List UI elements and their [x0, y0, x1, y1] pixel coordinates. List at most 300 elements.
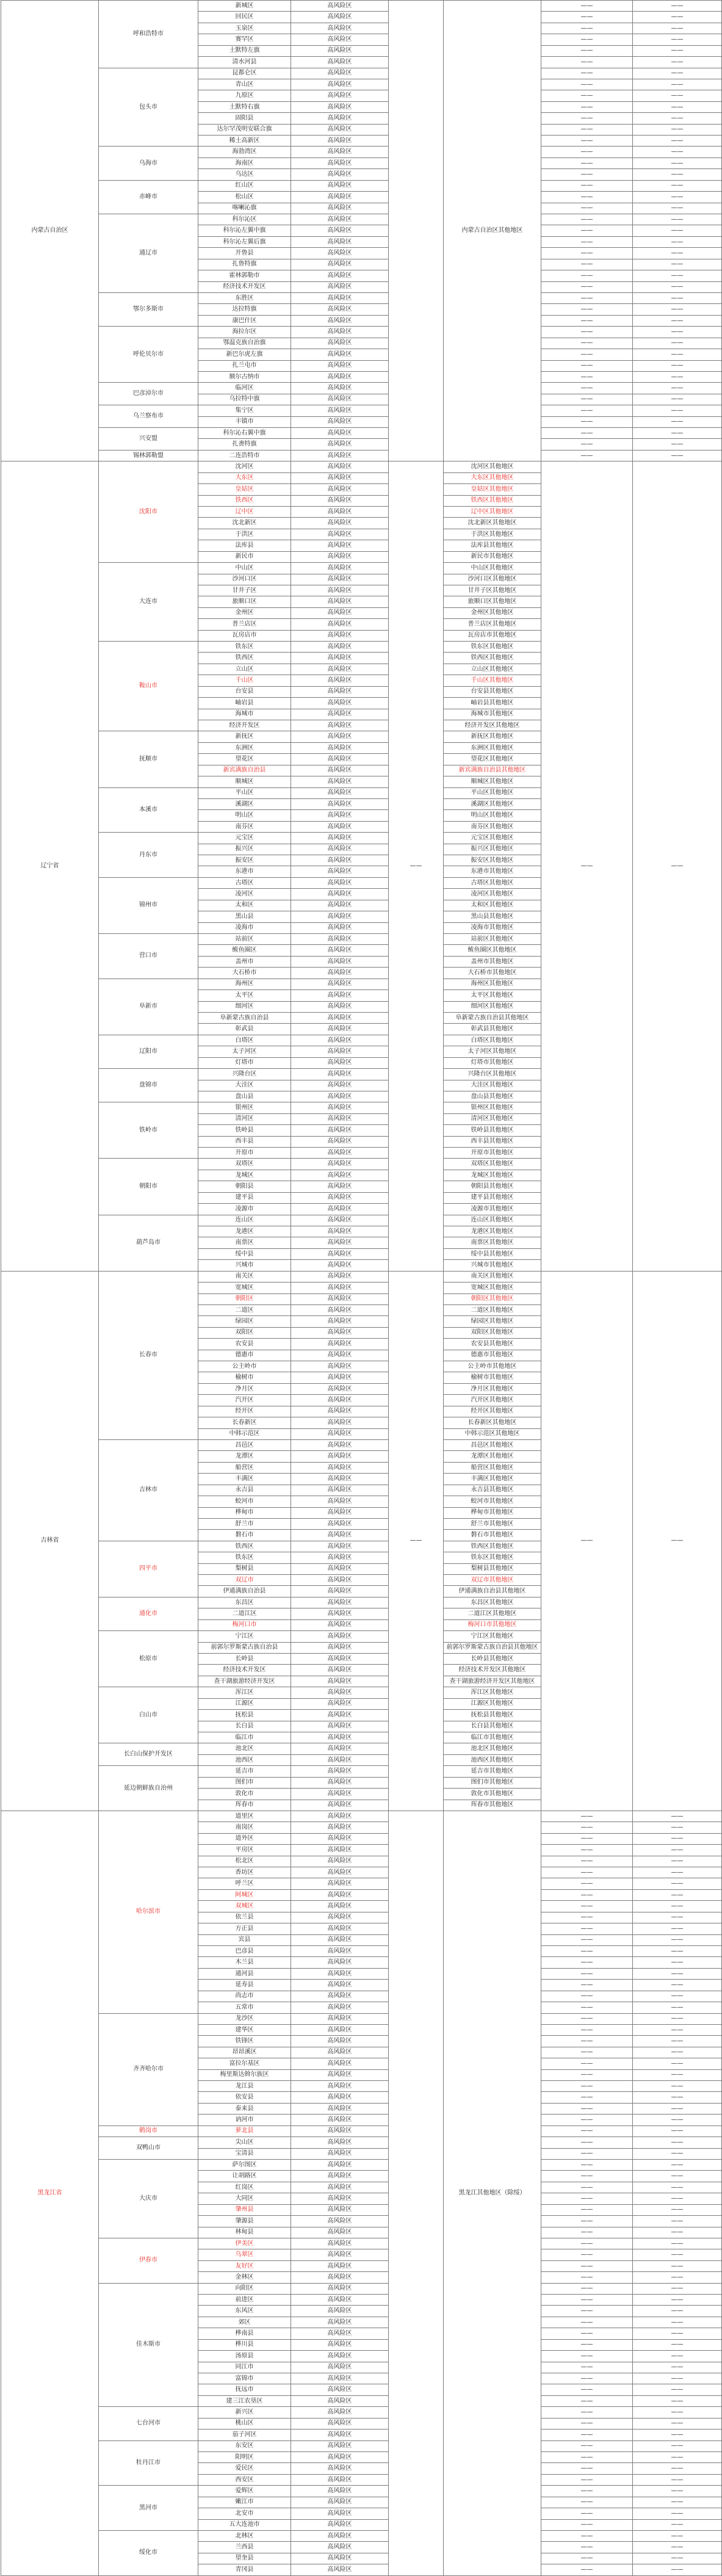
- table-row: [1, 2126, 722, 2136]
- dash-cell: ——: [633, 2564, 722, 2576]
- dash-cell: ——: [633, 1912, 722, 1923]
- risk-level-cell: 高风险区: [291, 2283, 389, 2294]
- other-district-cell: 汽开区其他地区: [444, 1395, 541, 1406]
- dash-cell: ——: [541, 2384, 633, 2395]
- dash-cell: ——: [541, 2339, 633, 2350]
- risk-level-cell: 高风险区: [291, 147, 389, 157]
- dash-cell: ——: [541, 157, 633, 168]
- dash-cell: ——: [633, 2103, 722, 2114]
- district-cell: 振安区: [198, 855, 291, 866]
- dash-cell: ——: [633, 2216, 722, 2227]
- dash-cell: ——: [541, 2227, 633, 2238]
- district-cell: 达拉特旗: [198, 304, 291, 315]
- other-district-cell: 净月区其他地区: [444, 1383, 541, 1394]
- district-cell: 回民区: [198, 12, 291, 23]
- other-district-cell: 顺城区其他地区: [444, 776, 541, 787]
- risk-level-cell: 高风险区: [291, 2317, 389, 2328]
- dash-cell: ——: [633, 1867, 722, 1878]
- risk-level-cell: 高风险区: [291, 1507, 389, 1518]
- risk-level-cell: 高风险区: [291, 2295, 389, 2306]
- other-district-cell: 清河区其他地区: [444, 1113, 541, 1124]
- dash-cell: ——: [541, 101, 633, 112]
- dash-cell: ——: [633, 1968, 722, 1979]
- district-cell: 农安县: [198, 1339, 291, 1350]
- other-district-cell: 农安县其他地区: [444, 1339, 541, 1350]
- city-cell: 齐齐哈尔市: [99, 2013, 198, 2126]
- other-district-cell: 榆树市其他地区: [444, 1372, 541, 1383]
- district-cell: 前郭尔罗斯蒙古族自治县: [198, 1642, 291, 1653]
- city-cell: 绥化市: [99, 2530, 198, 2575]
- risk-level-cell: 高风险区: [291, 428, 389, 439]
- city-cell: 松原市: [99, 1631, 198, 1687]
- table-row: [1, 2137, 722, 2148]
- dash-cell: ——: [541, 2519, 633, 2530]
- risk-level-cell: 高风险区: [291, 911, 389, 922]
- district-cell: 经济开发区: [198, 720, 291, 731]
- other-district-cell: 德惠市其他地区: [444, 1350, 541, 1361]
- district-cell: 阳明区: [198, 2451, 291, 2462]
- district-cell: 千山区: [198, 675, 291, 686]
- dash-cell: ——: [633, 2137, 722, 2148]
- district-cell: 台安县: [198, 686, 291, 697]
- dash-cell: ——: [633, 157, 722, 168]
- district-cell: 新兴区: [198, 2407, 291, 2418]
- risk-level-cell: 高风险区: [291, 2126, 389, 2136]
- risk-level-cell: 高风险区: [291, 1912, 389, 1923]
- risk-level-cell: 高风险区: [291, 136, 389, 147]
- other-district-cell: 永吉县其他地区: [444, 1485, 541, 1496]
- risk-level-cell: 高风险区: [291, 203, 389, 214]
- dash-cell: ——: [541, 23, 633, 34]
- dash-cell: ——: [633, 113, 722, 124]
- city-cell: 双鸭山市: [99, 2137, 198, 2160]
- district-cell: 富拉尔基区: [198, 2058, 291, 2069]
- city-cell: 辽阳市: [99, 1035, 198, 1068]
- risk-level-cell: 高风险区: [291, 1968, 389, 1979]
- other-district-cell: 查干湖旅游经济开发区其他地区: [444, 1676, 541, 1687]
- risk-level-cell: 高风险区: [291, 2440, 389, 2451]
- risk-level-cell: 高风险区: [291, 1462, 389, 1473]
- risk-level-cell: 高风险区: [291, 439, 389, 450]
- district-cell: 抚松县: [198, 1710, 291, 1721]
- dash-cell: ——: [633, 2395, 722, 2406]
- dash-cell: ——: [633, 2024, 722, 2035]
- district-cell: 红岗区: [198, 2182, 291, 2193]
- city-cell: 长白山保护开发区: [99, 1743, 198, 1766]
- district-cell: 金林区: [198, 2272, 291, 2283]
- dash-cell: ——: [633, 2013, 722, 2024]
- other-district-cell: 前郭尔罗斯蒙古族自治县其他地区: [444, 1642, 541, 1653]
- dash-cell: ——: [633, 2463, 722, 2474]
- risk-level-cell: 高风险区: [291, 1069, 389, 1080]
- risk-level-cell: 高风险区: [291, 1440, 389, 1451]
- other-district-cell: 黑山县其他地区: [444, 911, 541, 922]
- dash-cell: ——: [541, 2260, 633, 2271]
- risk-level-cell: 高风险区: [291, 1136, 389, 1147]
- district-cell: 林甸县: [198, 2227, 291, 2238]
- risk-level-cell: 高风险区: [291, 68, 389, 79]
- other-district-cell: 古塔区其他地区: [444, 877, 541, 888]
- risk-level-cell: 高风险区: [291, 1698, 389, 1709]
- other-district-cell: 江源区其他地区: [444, 1698, 541, 1709]
- risk-level-cell: 高风险区: [291, 1226, 389, 1237]
- district-cell: 临江市: [198, 1732, 291, 1743]
- city-cell: 营口市: [99, 934, 198, 979]
- district-cell: 开原市: [198, 1148, 291, 1159]
- district-cell: 桃山区: [198, 2418, 291, 2429]
- district-cell: 依安县: [198, 2092, 291, 2103]
- risk-level-cell: 高风险区: [291, 2542, 389, 2553]
- other-district-cell: 连山区其他地区: [444, 1215, 541, 1226]
- risk-level-cell: 高风险区: [291, 2036, 389, 2047]
- dash-cell: ——: [633, 1934, 722, 1945]
- risk-level-cell: 高风险区: [291, 1687, 389, 1698]
- risk-level-cell: 高风险区: [291, 180, 389, 191]
- dash-cell: ——: [541, 2069, 633, 2080]
- risk-level-cell: 高风险区: [291, 405, 389, 416]
- other-district-cell: 龙城区其他地区: [444, 1170, 541, 1181]
- other-district-cell: 舒兰市其他地区: [444, 1518, 541, 1529]
- dash-cell: ——: [633, 371, 722, 382]
- dash-cell: ——: [541, 2238, 633, 2249]
- district-cell: 宝清县: [198, 2148, 291, 2159]
- dash-cell: ——: [633, 136, 722, 147]
- other-district-cell: 辽中区其他地区: [444, 506, 541, 517]
- district-cell: 永吉县: [198, 1485, 291, 1496]
- dash-cell: ——: [541, 1923, 633, 1934]
- dash-cell: ——: [633, 45, 722, 56]
- risk-level-cell: 高风险区: [291, 90, 389, 101]
- district-cell: 法库县: [198, 540, 291, 551]
- other-district-cell: 兴城市其他地区: [444, 1260, 541, 1271]
- district-cell: 长白县: [198, 1721, 291, 1732]
- dash-cell: ——: [541, 1271, 633, 1811]
- risk-level-cell: 高风险区: [291, 585, 389, 596]
- district-cell: 喀喇沁旗: [198, 203, 291, 214]
- city-cell: 锦州市: [99, 877, 198, 933]
- city-cell: 四平市: [99, 1541, 198, 1597]
- dash-cell: ——: [633, 2272, 722, 2283]
- table-row: [1, 2407, 722, 2418]
- district-cell: 达尔罕茂明安联合旗: [198, 124, 291, 135]
- risk-level-cell: 高风险区: [291, 327, 389, 338]
- district-cell: 通河县: [198, 1968, 291, 1979]
- risk-level-cell: 高风险区: [291, 1248, 389, 1259]
- dash-cell: ——: [541, 2463, 633, 2474]
- other-district-cell: 振安区其他地区: [444, 855, 541, 866]
- district-cell: 萨尔图区: [198, 2160, 291, 2171]
- district-cell: 富锦市: [198, 2373, 291, 2384]
- risk-level-cell: 高风险区: [291, 990, 389, 1001]
- district-cell: 普兰店区: [198, 619, 291, 630]
- district-cell: 新城区: [198, 1, 291, 12]
- district-cell: 龙城区: [198, 1170, 291, 1181]
- district-cell: 太和区: [198, 900, 291, 911]
- district-cell: 爱民区: [198, 2463, 291, 2474]
- dash-cell: ——: [541, 2103, 633, 2114]
- district-cell: 图们市: [198, 1777, 291, 1788]
- district-cell: 兰西县: [198, 2542, 291, 2553]
- city-cell: 伊春市: [99, 2238, 198, 2283]
- dash-cell: ——: [541, 428, 633, 439]
- dash-cell: ——: [633, 1845, 722, 1856]
- dash-cell: ——: [541, 2216, 633, 2227]
- risk-level-cell: 高风险区: [291, 1957, 389, 1968]
- risk-level-cell: 高风险区: [291, 776, 389, 787]
- dash-cell: ——: [541, 12, 633, 23]
- dash-cell: ——: [541, 416, 633, 427]
- other-district-cell: 伊通满族自治县其他地区: [444, 1586, 541, 1597]
- other-district-cell: 池西区其他地区: [444, 1754, 541, 1765]
- district-cell: 乌拉特中旗: [198, 394, 291, 405]
- city-cell: 吉林市: [99, 1440, 198, 1541]
- other-district-cell: 朝阳县其他地区: [444, 1181, 541, 1192]
- dash-cell: ——: [541, 180, 633, 191]
- risk-level-cell: 高风险区: [291, 383, 389, 394]
- dash-cell: ——: [541, 57, 633, 68]
- district-cell: 金州区: [198, 607, 291, 618]
- district-cell: 连山区: [198, 1215, 291, 1226]
- district-cell: 铁西区: [198, 495, 291, 506]
- dash-cell: ——: [541, 1968, 633, 1979]
- dash-cell: ——: [541, 1878, 633, 1889]
- dash-cell: ——: [541, 1991, 633, 2002]
- other-district-cell: 法库县其他地区: [444, 540, 541, 551]
- dash-cell: ——: [633, 2160, 722, 2171]
- dash-cell: ——: [633, 1822, 722, 1833]
- risk-level-cell: 高风险区: [291, 1383, 389, 1394]
- risk-level-cell: 高风险区: [291, 1395, 389, 1406]
- risk-level-cell: 高风险区: [291, 664, 389, 675]
- dash-cell: ——: [541, 1867, 633, 1878]
- district-cell: 昌邑区: [198, 1440, 291, 1451]
- district-cell: 舒兰市: [198, 1518, 291, 1529]
- dash-cell: ——: [633, 1, 722, 12]
- dash-cell: ——: [541, 203, 633, 214]
- risk-level-cell: 高风险区: [291, 1361, 389, 1372]
- district-cell: 公主岭市: [198, 1361, 291, 1372]
- district-cell: 北安市: [198, 2508, 291, 2519]
- dash-cell: ——: [541, 2440, 633, 2451]
- dash-cell: ——: [389, 1271, 444, 1811]
- risk-level-cell: 高风险区: [291, 765, 389, 776]
- district-cell: 汤原县: [198, 2351, 291, 2362]
- district-cell: 抚远市: [198, 2384, 291, 2395]
- district-cell: 西丰县: [198, 1136, 291, 1147]
- dash-cell: ——: [541, 2193, 633, 2204]
- district-cell: 尖山区: [198, 2137, 291, 2148]
- dash-cell: ——: [633, 2204, 722, 2215]
- province-cell: 辽宁省: [1, 461, 99, 1271]
- district-cell: 龙江县: [198, 2081, 291, 2092]
- district-cell: 肇州县: [198, 2204, 291, 2215]
- district-cell: 大石桥市: [198, 968, 291, 979]
- district-cell: 宾县: [198, 1934, 291, 1945]
- dash-cell: ——: [633, 2542, 722, 2553]
- dash-cell: ——: [633, 180, 722, 191]
- city-cell: 大庆市: [99, 2160, 198, 2238]
- district-cell: 前进区: [198, 2295, 291, 2306]
- district-cell: 尚志市: [198, 1991, 291, 2002]
- risk-level-cell: 高风险区: [291, 551, 389, 562]
- risk-level-cell: 高风险区: [291, 57, 389, 68]
- other-district-cell: 旅顺口区其他地区: [444, 596, 541, 607]
- other-district-cell: 梨树县其他地区: [444, 1563, 541, 1574]
- dash-cell: ——: [541, 1957, 633, 1968]
- risk-level-cell: 高风险区: [291, 630, 389, 641]
- dash-cell: ——: [633, 2553, 722, 2564]
- table-row: [1, 2238, 722, 2249]
- dash-cell: ——: [541, 2126, 633, 2136]
- district-cell: 顺城区: [198, 776, 291, 787]
- dash-cell: ——: [541, 1822, 633, 1833]
- other-district-cell: 台安县其他地区: [444, 686, 541, 697]
- district-cell: 茄子河区: [198, 2429, 291, 2440]
- table-row: [1, 68, 722, 79]
- district-cell: 东胜区: [198, 292, 291, 303]
- district-cell: 龙港区: [198, 1226, 291, 1237]
- dash-cell: ——: [633, 1889, 722, 1900]
- risk-area-table-body: [1, 1, 722, 2576]
- table-row: [1, 1, 722, 12]
- district-cell: 经开区: [198, 1406, 291, 1417]
- dash-cell: ——: [541, 2486, 633, 2497]
- risk-level-cell: 高风险区: [291, 1417, 389, 1428]
- district-cell: 望花区: [198, 754, 291, 765]
- risk-level-cell: 高风险区: [291, 416, 389, 427]
- other-district-cell: 平山区其他地区: [444, 787, 541, 798]
- dash-cell: ——: [633, 1856, 722, 1867]
- other-district-cell: 珲春市其他地区: [444, 1800, 541, 1811]
- dash-cell: ——: [541, 2564, 633, 2576]
- dash-cell: ——: [541, 371, 633, 382]
- city-cell: 朝阳市: [99, 1159, 198, 1215]
- district-cell: 土默特左旗: [198, 45, 291, 56]
- district-cell: 西安区: [198, 2474, 291, 2485]
- risk-level-cell: 高风险区: [291, 945, 389, 956]
- risk-level-cell: 高风险区: [291, 1552, 389, 1563]
- district-cell: 松北区: [198, 1856, 291, 1867]
- other-district-cell: 凌源市其他地区: [444, 1204, 541, 1215]
- risk-level-cell: 高风险区: [291, 1192, 389, 1203]
- district-cell: 新抚区: [198, 731, 291, 742]
- district-cell: 查干湖旅游经济开发区: [198, 1676, 291, 1687]
- dash-cell: ——: [633, 2373, 722, 2384]
- risk-level-cell: 高风险区: [291, 2463, 389, 2474]
- district-cell: 呼兰区: [198, 1878, 291, 1889]
- table-row: [1, 180, 722, 191]
- other-district-cell: 铁西区其他地区: [444, 1541, 541, 1552]
- risk-level-cell: 高风险区: [291, 1181, 389, 1192]
- risk-level-cell: 高风险区: [291, 1091, 389, 1102]
- risk-level-cell: 高风险区: [291, 833, 389, 844]
- district-cell: 凌河区: [198, 889, 291, 900]
- risk-level-cell: 高风险区: [291, 192, 389, 203]
- dash-cell: ——: [633, 1901, 722, 1912]
- dash-cell: ——: [633, 2260, 722, 2271]
- other-district-cell: 建平县其他地区: [444, 1192, 541, 1203]
- risk-level-cell: 高风险区: [291, 1822, 389, 1833]
- city-cell: 鄂尔多斯市: [99, 292, 198, 326]
- dash-cell: ——: [633, 2440, 722, 2451]
- dash-cell: ——: [541, 2148, 633, 2159]
- other-district-cell: 二道区其他地区: [444, 1304, 541, 1315]
- district-cell: 池北区: [198, 1743, 291, 1754]
- risk-level-cell: 高风险区: [291, 2137, 389, 2148]
- district-cell: 方正县: [198, 1923, 291, 1934]
- risk-level-cell: 高风险区: [291, 2193, 389, 2204]
- district-cell: 敦化市: [198, 1789, 291, 1800]
- dash-cell: ——: [541, 450, 633, 461]
- other-district-cell: 经开区其他地区: [444, 1406, 541, 1417]
- risk-level-cell: 高风险区: [291, 304, 389, 315]
- district-cell: 香坊区: [198, 1867, 291, 1878]
- dash-cell: ——: [633, 2182, 722, 2193]
- other-district-cell: 二道江区其他地区: [444, 1608, 541, 1619]
- district-cell: 建平县: [198, 1192, 291, 1203]
- risk-level-cell: 高风险区: [291, 1204, 389, 1215]
- district-cell: 科尔沁右翼中旗: [198, 428, 291, 439]
- district-cell: 双塔区: [198, 1159, 291, 1170]
- dash-cell: ——: [633, 461, 722, 1271]
- dash-cell: ——: [633, 101, 722, 112]
- dash-cell: ——: [541, 349, 633, 360]
- risk-level-cell: 高风险区: [291, 1159, 389, 1170]
- other-district-cell: 金州区其他地区: [444, 607, 541, 618]
- dash-cell: ——: [633, 57, 722, 68]
- risk-level-cell: 高风险区: [291, 1923, 389, 1934]
- risk-level-cell: 高风险区: [291, 2508, 389, 2519]
- district-cell: 净月区: [198, 1383, 291, 1394]
- dash-cell: ——: [541, 2351, 633, 2362]
- dash-cell: ——: [633, 405, 722, 416]
- risk-level-cell: 高风险区: [291, 169, 389, 180]
- risk-level-cell: 高风险区: [291, 1260, 389, 1271]
- other-district-cell: 抚松县其他地区: [444, 1710, 541, 1721]
- other-district-cell: 细河区其他地区: [444, 1001, 541, 1012]
- other-district-cell: 新民市其他地区: [444, 551, 541, 562]
- district-cell: 铁西区: [198, 1541, 291, 1552]
- dash-cell: ——: [633, 2339, 722, 2350]
- dash-cell: ——: [633, 1980, 722, 1991]
- risk-level-cell: 高风险区: [291, 1518, 389, 1529]
- dash-cell: ——: [633, 259, 722, 270]
- risk-level-cell: 高风险区: [291, 529, 389, 540]
- dash-cell: ——: [541, 2013, 633, 2024]
- district-cell: 长春新区: [198, 1417, 291, 1428]
- dash-cell: ——: [541, 2283, 633, 2294]
- district-cell: 元宝区: [198, 833, 291, 844]
- dash-cell: ——: [633, 2474, 722, 2485]
- other-district-cell: 中山区其他地区: [444, 563, 541, 574]
- other-district-cell: 船营区其他地区: [444, 1462, 541, 1473]
- district-cell: 绥中县: [198, 1248, 291, 1259]
- risk-level-cell: 高风险区: [291, 1496, 389, 1507]
- other-district-cell: 凌海市其他地区: [444, 922, 541, 933]
- district-cell: 阿城区: [198, 1889, 291, 1900]
- dash-cell: ——: [541, 383, 633, 394]
- table-row: [1, 2486, 722, 2497]
- dash-cell: ——: [541, 2249, 633, 2260]
- other-district-cell: 白塔区其他地区: [444, 1035, 541, 1046]
- risk-level-cell: 高风险区: [291, 742, 389, 753]
- district-cell: 船营区: [198, 1462, 291, 1473]
- city-cell: 通化市: [99, 1597, 198, 1630]
- dash-cell: ——: [541, 439, 633, 450]
- risk-level-cell: 高风险区: [291, 1665, 389, 1676]
- other-district-cell: 经济开发区其他地区: [444, 720, 541, 731]
- district-cell: 北林区: [198, 2530, 291, 2541]
